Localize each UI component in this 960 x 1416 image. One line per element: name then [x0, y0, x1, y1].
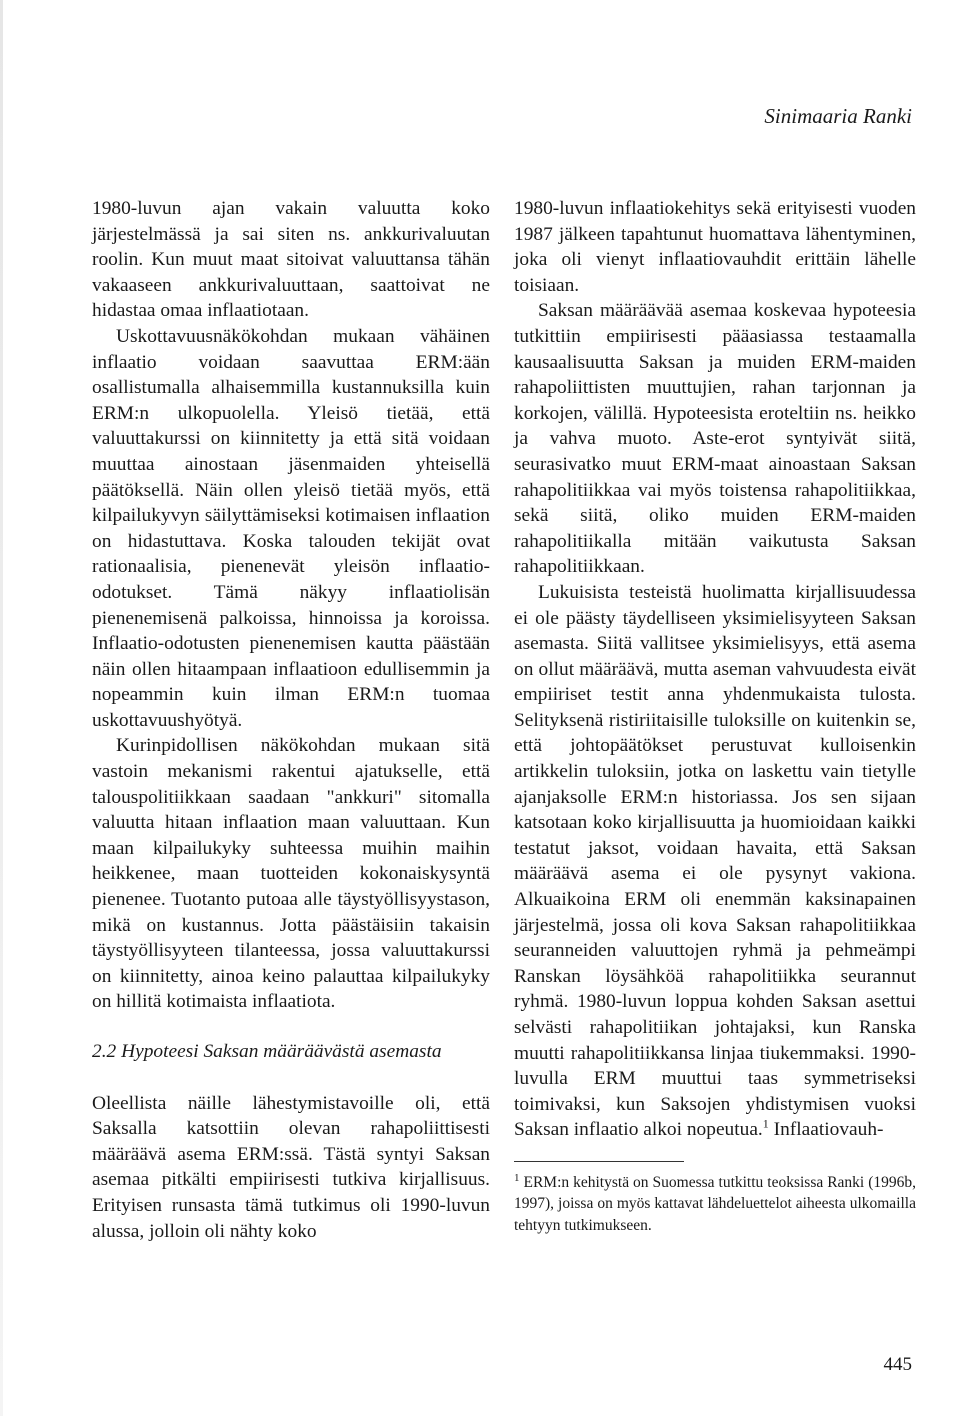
- left-column: [92, 196, 490, 1244]
- footnote: [514, 1172, 916, 1237]
- section-heading: 2.2 Hypoteesi Saksan määräävästä asemasta: [92, 1041, 442, 1062]
- left-paragraph-4: Oleellista näille lähestymistavoille oli, että Saksalla katsottiin olevan rahapoliittisesti määräävä asema ERM:ssä. Tästä syntyi Saksan asemaa pitkälti empiirisesti tutkiva kirjallisuus. Erityisen runsasta tämä tutkimus oli 1990-luvun alussa, jolloin oli nähty koko: [92, 1092, 490, 1242]
- right-paragraph-3-tail: Inflaatiovauh-: [768, 1119, 884, 1141]
- left-paragraph-3: Kurinpidollisen näkökohdan mukaan sitä vastoin mekanismi rakentui ajatukselle, että talouspolitiikkaan saadaan "ankkuri" sitomalla valuutta hitaan inflaation maan valuuttaan. Kun maan kilpailukyky suhteessa muihin maihin heikkenee, maan tuotteiden kokonaiskysyntä pienenee. Tuotanto putoaa alle täystyöllisyystason, mikä on kustannus. Jotta päästäisiin takaisin täystyöllisyyteen tilanteessa, jossa valuuttakurssi on kiinnitetty, ainoa keino palauttaa kilpailukyky on hillitä kotimaista inflaatiota.: [92, 735, 490, 1013]
- left-paragraph-2: Uskottavuusnäkökohdan mukaan vähäinen inflaatio voidaan saavuttaa ERM:ään osallistumalla alhaisemmilla kustannuksilla kuin ERM:n ulkopuolella. Yleisö tietää, että valuuttakurssi on kiinnitetty ja että sitä voidaan muuttaa ainostaan jäsenmaiden yhteisellä päätöksellä. Näin ollen yleisö tietää myös, että kilpailukyvyn säilyttämiseksi kotimaisen inflaation on hidastuttava. Koska talouden tekijät ovat rationaalisia, pienenevät yleisön inflaatio-odotukset. Tämä näkyy inflaatiolisän pienenemisenä palkoissa, hinnoissa ja koroissa. Inflaatio-odotusten pienenemisen kautta päästään näin ollen hitaampaan inflaatioon edullisemmin ja nopeammin kuin ilman ERM:n tuomaa uskottavuushyötyä.: [92, 325, 490, 731]
- footnote-reference: 1: [762, 1116, 769, 1131]
- footnote-divider: [514, 1161, 684, 1162]
- footnote-number: 1: [514, 1171, 520, 1184]
- right-paragraph-3: [514, 580, 916, 1143]
- right-paragraph-1: 1980-luvun inflaatiokehitys sekä erityisesti vuoden 1987 jälkeen tapahtunut huomattava lähentyminen, joka oli vienyt inflaatiovauhdit erittäin lähelle toisiaan.: [514, 198, 916, 296]
- right-column: [514, 196, 916, 1236]
- page-number: 445: [883, 1354, 912, 1375]
- right-paragraph-2: Saksan määräävää asemaa koskevaa hypoteesia tutkittiin empiirisesti pääasiassa testaamalla kausaalisuutta Saksan ja muiden ERM-maiden rahapoliittisten muuttujien, rahan tarjonnan ja korkojen, välillä. Hypoteesista eroteltiin ns. heikko ja vahva muoto. Aste-erot syntyivät siitä, seurasivatko muut ERM-maat ainoastaan Saksan rahapolitiikkaa vai myös toistensa rahapolitiikkaa, sekä siitä, oliko muiden ERM-maiden rahapolitiikalla mitään vaikutusta Saksan rahapolitiikkaan.: [514, 300, 916, 578]
- scan-edge: [0, 0, 3, 1416]
- footnote-text: ERM:n kehitystä on Suomessa tutkittu teoksissa Ranki (1996b, 1997), joissa on myös kattavat lähdeluettelot aiheesta ulkomailla tehtyyn tutkimukseen.: [514, 1173, 916, 1234]
- running-header-author: Sinimaaria Ranki: [764, 104, 912, 128]
- left-paragraph-1: 1980-luvun ajan vakain valuutta koko järjestelmässä ja sai siten ns. ankkurivaluutan roolin. Kun muut maat sitoivat valuuttansa tähän vakaaseen ankkurivaluuttaan, saattoivat ne hidastaa omaa inflaatiotaan.: [92, 198, 490, 322]
- right-paragraph-3-text: Lukuisista testeistä huolimatta kirjallisuudessa ei ole päästy täydelliseen yksimielisyyteen Saksan asemasta. Siitä vallitsee yksimielisyys, että asema on ollut määräävä, mutta aseman vahvuudesta eivät empiiriset testit anna yhdenmukaista tulosta. Selityksenä ristiriitaisille tuloksille on kuitenkin se, että johtopäätökset perustuvat kulloisenkin artikkelin tuloksiin, jotka on laskettu vain tietylle ajanjaksolle ERM:n historiassa. Jos sen sijaan katsotaan koko kirjallisuutta ja huomioidaan kaikki testatut jaksot, voidaan havaita, että Saksan määräävä asema ei ole pysynyt vakiona. Alkuaikoina ERM oli enemmän kaksinapainen järjestelmä, jossa oli kova Saksan rahapolitiikkaa seuranneiden valuuttojen ryhmä ja pehmeämpi Ranskan löysähköä rahapolitiikka seurannut ryhmä. 1980-luvun loppua kohden Saksan asettui selvästi rahapolitiikan johtajaksi, kun Ranska muutti rahapolitiikkansa linjaa tiukemmaksi. 1990-luvulla ERM muuttui taas symmetriseksi toimivaksi, kun Saksojen yhdistymisen vuoksi Saksan inflaatio alkoi nopeutua.: [514, 581, 916, 1141]
